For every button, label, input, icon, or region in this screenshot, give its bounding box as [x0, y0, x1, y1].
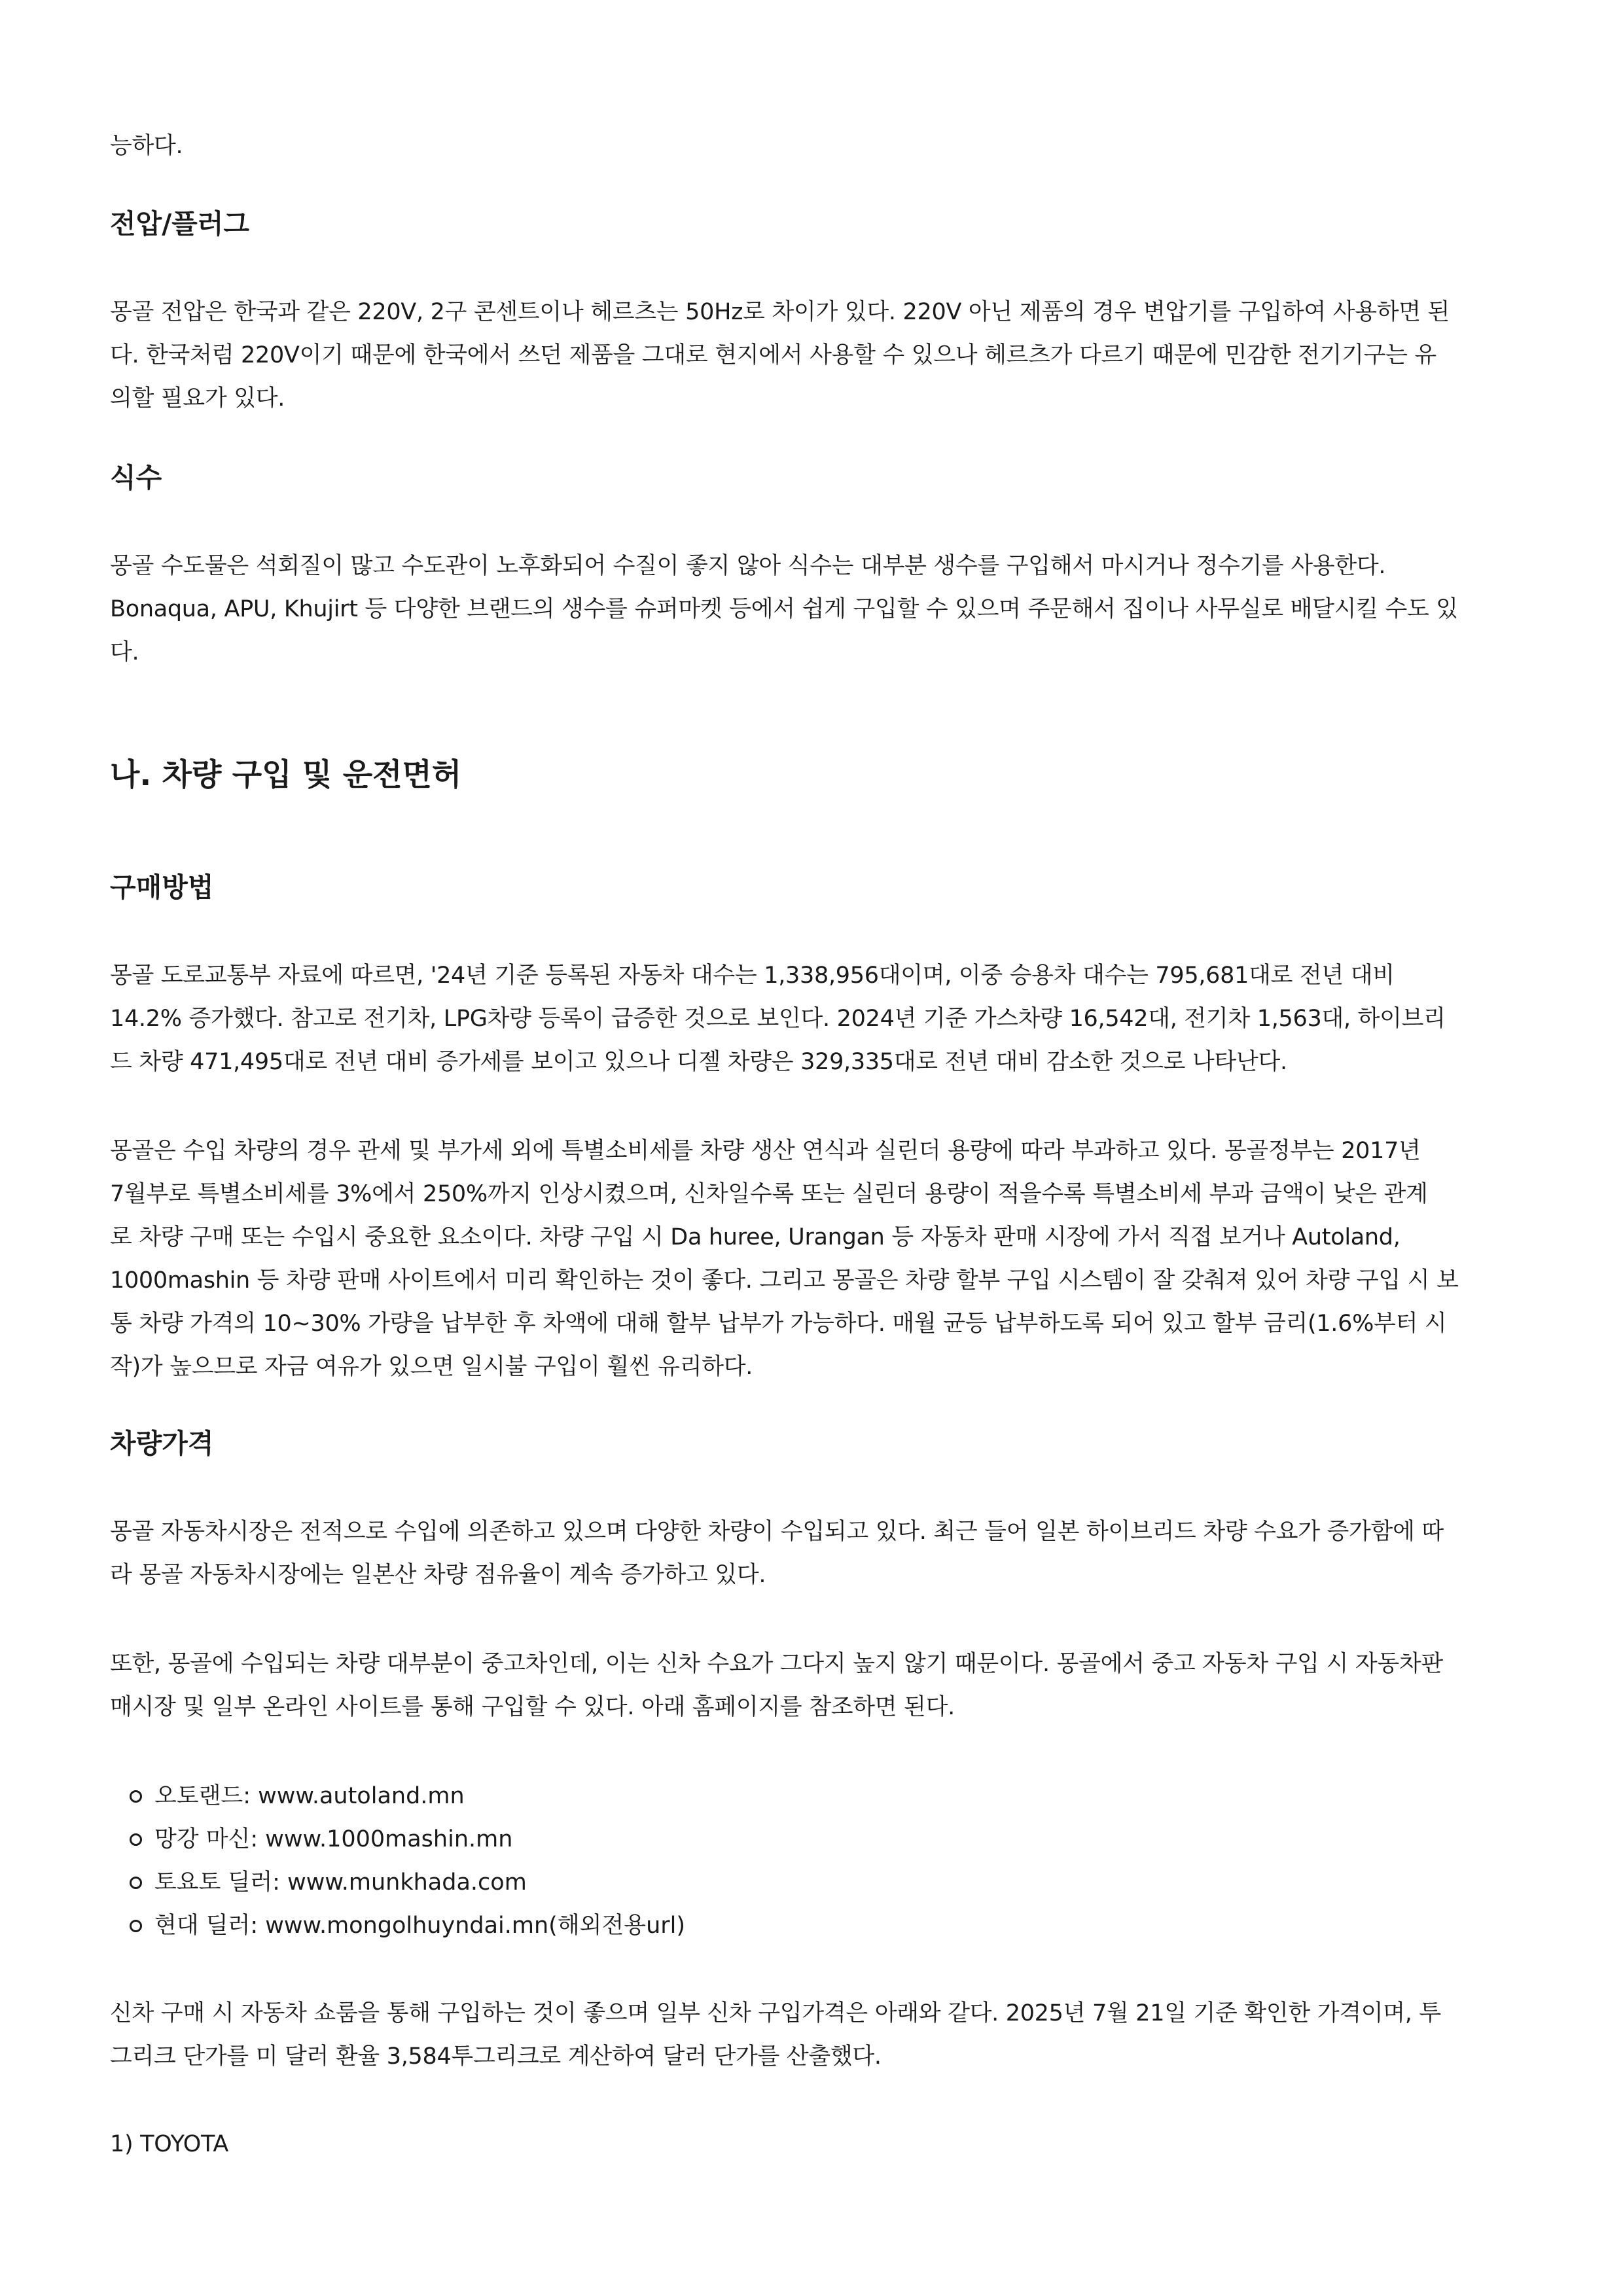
dealer-link-list: [110, 1775, 1524, 1947]
section-title: 나. 차량 구입 및 운전면허: [110, 757, 462, 793]
price-line: 신차 구매 시 자동차 쇼룸을 통해 구입하는 것이 좋으며 일부 신차 구입가격은 아래와 같다. 2025년 7월 21일 기준 확인한 가격이며, 투: [110, 2000, 1441, 2026]
mongolhyundai-link[interactable]: 현대 딜러: www.mongolhuyndai.mn(해외전용url): [154, 1913, 686, 1939]
hollow-circle-bullet-icon: [130, 1877, 142, 1889]
purchase-line: 작)가 높으므로 자금 여유가 있으면 일시불 구입이 훨씬 유리하다.: [110, 1354, 753, 1380]
price-paragraph-1: [110, 1510, 1524, 1597]
toyota-item-label: 1) TOYOTA: [110, 2131, 228, 2157]
autoland-link[interactable]: 오토랜드: www.autoland.mn: [154, 1783, 465, 1809]
purchase-paragraph-1: [110, 954, 1524, 1084]
price-paragraph-3: [110, 1992, 1524, 2078]
purchase-paragraph-2: [110, 1129, 1524, 1388]
purchase-line: 통 차량 가격의 10~30% 가량을 납부한 후 차액에 대해 할부 납부가 가능하다. 매월 균등 납부하도록 되어 있고 할부 금리(1.6%부터 시: [110, 1311, 1447, 1337]
water-line: 몽골 수도물은 석회질이 많고 수도관이 노후화되어 수질이 좋지 않아 식수는 대부분 생수를 구입해서 마시거나 정수기를 사용한다.: [110, 553, 1386, 579]
purchase-line: 14.2% 증가했다. 참고로 전기차, LPG차량 등록이 급증한 것으로 보인다. 2024년 기준 가스차량 16,542대, 전기차 1,563대, 하이브리: [110, 1006, 1446, 1032]
water-line: 다.: [110, 639, 139, 665]
purchase-line: 몽골은 수입 차량의 경우 관세 및 부가세 외에 특별소비세를 차량 생산 연식과 실린더 용량에 따라 부과하고 있다. 몽골정부는 2017년: [110, 1138, 1421, 1164]
price-line: 라 몽골 자동차시장에는 일본산 차량 점유율이 계속 증가하고 있다.: [110, 1562, 766, 1588]
intro-tail-text: 능하다.: [110, 133, 183, 159]
hollow-circle-bullet-icon: [130, 1790, 142, 1803]
water-heading: 식수: [110, 462, 162, 493]
price-line: 그리크 단가를 미 달러 환율 3,584투그리크로 계산하여 달러 단가를 산출했다.: [110, 2043, 882, 2070]
list-item: [110, 1775, 1524, 1818]
list-item: [110, 1818, 1524, 1861]
voltage-paragraph: [110, 291, 1524, 420]
voltage-heading: 전압/플러그: [110, 208, 250, 239]
list-item: [110, 1904, 1524, 1947]
water-line: Bonaqua, APU, Khujirt 등 다양한 브랜드의 생수를 슈퍼마켓 등에서 쉽게 구입할 수 있으며 주문해서 집이나 사무실로 배달시킬 수도 있: [110, 596, 1458, 622]
purchase-line: 드 차량 471,495대로 전년 대비 증가세를 보이고 있으나 디젤 차량은 329,335대로 전년 대비 감소한 것으로 나타난다.: [110, 1049, 1287, 1075]
list-item: [110, 1861, 1524, 1904]
1000mashin-link[interactable]: 망강 마신: www.1000mashin.mn: [154, 1826, 513, 1852]
purchase-line: 7월부로 특별소비세를 3%에서 250%까지 인상시켰으며, 신차일수록 또는 실린더 용량이 적을수록 특별소비세 부과 금액이 낮은 관계: [110, 1181, 1428, 1207]
hollow-circle-bullet-icon: [130, 1920, 142, 1932]
price-line: 몽골 자동차시장은 전적으로 수입에 의존하고 있으며 다양한 차량이 수입되고 있다. 최근 들어 일본 하이브리드 차량 수요가 증가함에 따: [110, 1519, 1444, 1545]
voltage-line: 몽골 전압은 한국과 같은 220V, 2구 콘센트이나 헤르츠는 50Hz로 차이가 있다. 220V 아닌 제품의 경우 변압기를 구입하여 사용하면 된: [110, 299, 1450, 325]
water-paragraph: [110, 544, 1524, 674]
purchase-line: 몽골 도로교통부 자료에 따르면, '24년 기준 등록된 자동차 대수는 1,338,956대이며, 이중 승용차 대수는 795,681대로 전년 대비: [110, 963, 1395, 989]
price-heading: 차량가격: [110, 1428, 214, 1459]
voltage-line: 의할 필요가 있다.: [110, 385, 285, 412]
munkhada-link[interactable]: 토요토 딜러: www.munkhada.com: [154, 1869, 527, 1896]
price-line: 또한, 몽골에 수입되는 차량 대부분이 중고차인데, 이는 신차 수요가 그다지 높지 않기 때문이다. 몽골에서 중고 자동차 구입 시 자동차판: [110, 1651, 1443, 1677]
price-line: 매시장 및 일부 온라인 사이트를 통해 구입할 수 있다. 아래 홈페이지를 참조하면 된다.: [110, 1694, 955, 1720]
hollow-circle-bullet-icon: [130, 1833, 142, 1846]
purchase-line: 로 차량 구매 또는 수입시 중요한 요소이다. 차량 구입 시 Da huree, Urangan 등 자동차 판매 시장에 가서 직접 보거나 Autoland,: [110, 1224, 1400, 1250]
purchase-line: 1000mashin 등 차량 판매 사이트에서 미리 확인하는 것이 좋다. 그리고 몽골은 차량 할부 구입 시스템이 잘 갖춰져 있어 차량 구입 시 보: [110, 1267, 1459, 1294]
voltage-line: 다. 한국처럼 220V이기 때문에 한국에서 쓰던 제품을 그대로 현지에서 사용할 수 있으나 헤르츠가 다르기 때문에 민감한 전기기구는 유: [110, 342, 1436, 368]
purchase-heading: 구매방법: [110, 872, 214, 903]
price-paragraph-2: [110, 1642, 1524, 1729]
